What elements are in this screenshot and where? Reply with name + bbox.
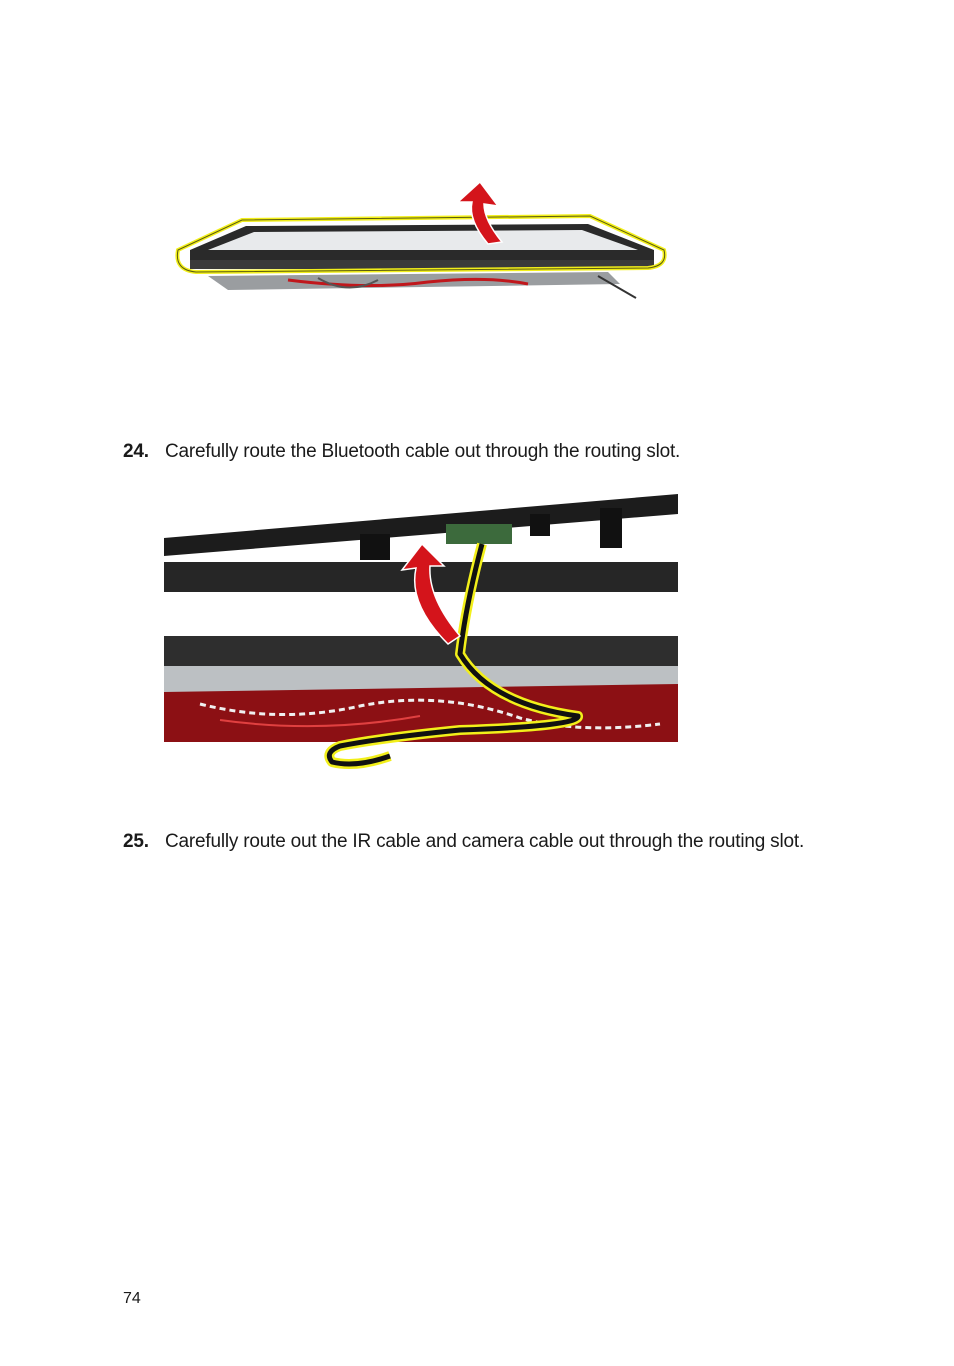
step-text: Carefully route the Bluetooth cable out through the routing slot. <box>165 441 681 462</box>
panel-bracket <box>530 514 550 536</box>
figure-bluetooth-cable-routing <box>160 494 680 774</box>
figure-bezel-removal <box>168 180 674 306</box>
panel-bracket <box>360 534 390 560</box>
chassis-frame <box>164 636 678 666</box>
page-number: 74 <box>123 1290 141 1307</box>
chassis-base <box>208 272 620 290</box>
panel-bracket <box>600 508 622 548</box>
bezel-glass <box>208 230 638 250</box>
step-number: 25. <box>123 831 149 852</box>
route-arrow-icon <box>402 544 460 644</box>
bezel-illustration <box>168 180 674 306</box>
step-24 <box>123 438 843 465</box>
step-25 <box>123 828 843 855</box>
step-number: 24. <box>123 441 149 462</box>
cable-routing-illustration <box>160 494 680 774</box>
loose-cable <box>598 276 636 298</box>
step-text: Carefully route out the IR cable and camera cable out through the routing slot. <box>165 831 805 852</box>
bluetooth-board <box>446 524 512 544</box>
